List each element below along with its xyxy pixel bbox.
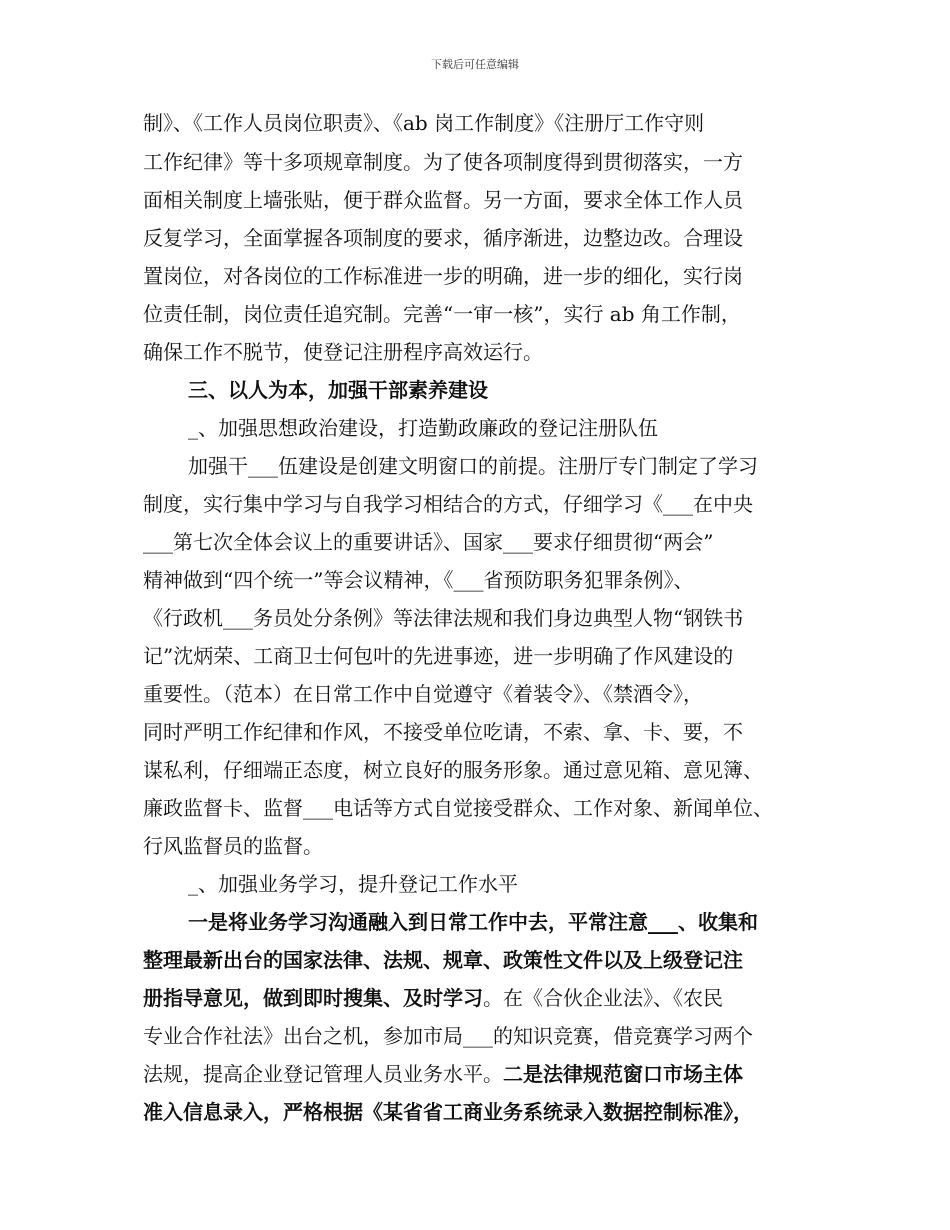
text-line: 工作纪律》等十多项规章制度。为了使各项制度得到贯彻落实，一方: [143, 150, 743, 174]
text-line: 重要性。（范本）在日常工作中自觉遵守《着装令》、《禁酒令》，: [143, 682, 703, 706]
bold-line: 整理最新出台的国家法律、法规、规章、政策性文件以及上级登记注: [143, 948, 743, 972]
text-line: 行风监督员的监督。: [143, 834, 323, 858]
bold-run: 二是法律规范窗口市场主体: [503, 1062, 743, 1086]
text-line: 《行政机___务员处分条例》等法律法规和我们身边典型人物“钢铁书: [143, 606, 744, 630]
text-line: 制》、《工作人员岗位职责》、《ab 岗工作制度》《注册厅工作守则: [143, 111, 705, 135]
text-line: 反复学习，全面掌握各项制度的要求，循序渐进，边整边改。合理设: [143, 226, 743, 250]
text-line: ___第七次全体会议上的重要讲话》、国家___要求仔细贯彻“两会”: [143, 530, 714, 554]
text-line: 确保工作不脱节，使登记注册程序高效运行。: [143, 340, 543, 364]
subsection-heading: _、加强思想政治建设，打造勤政廉政的登记注册队伍: [188, 416, 658, 440]
bold-line: 准入信息录入，严格根据《某省省工商业务系统录入数据控制标准》，: [143, 1100, 753, 1124]
text-line: 面相关制度上墙张贴，便于群众监督。另一方面，要求全体工作人员: [143, 188, 743, 212]
text-line: 精神做到“四个统一”等会议精神，《___省预防职务犯罪条例》、: [143, 568, 694, 592]
section-heading: 三、以人为本，加强干部素养建设: [188, 378, 488, 402]
text-line: 位责任制，岗位责任追究制。完善“一审一核”，实行 ab 角工作制，: [143, 302, 741, 326]
text-line: 专业合作社法》出台之机，参加市局___的知识竞赛，借竞赛学习两个: [143, 1024, 753, 1048]
text-line: 加强干___伍建设是创建文明窗口的前提。注册厅专门制定了学习: [188, 454, 758, 478]
text-line: 廉政监督卡、监督___电话等方式自觉接受群众、工作对象、新闻单位、: [143, 796, 773, 820]
mixed-line: [143, 985, 843, 1011]
bold-line: 一是将业务学习沟通融入到日常工作中去，平常注意___、收集和: [188, 910, 758, 934]
text-line: 同时严明工作纪律和作风，不接受单位吃请，不索、拿、卡、要，不: [143, 720, 743, 744]
mixed-line: [143, 1061, 843, 1087]
text-line: 置岗位，对各岗位的工作标准进一步的明确，进一步的细化，实行岗: [143, 264, 743, 288]
text-line: 谋私利，仔细端正态度，树立良好的服务形象。通过意见箱、意见簿、: [143, 758, 763, 782]
bold-run: 册指导意见，做到即时搜集、及时学习: [143, 986, 483, 1010]
text-line: 记”沈炳荣、工商卫士何包叶的先进事迹，进一步明确了作风建设的: [143, 644, 734, 668]
text-run: 法规，提高企业登记管理人员业务水平。: [143, 1062, 503, 1086]
subsection-heading: _、加强业务学习，提升登记工作水平: [188, 872, 518, 896]
text-run: 。在《合伙企业法》、《农民: [483, 986, 723, 1010]
page-header: 下载后可任意编辑: [431, 58, 519, 71]
text-line: 制度，实行集中学习与自我学习相结合的方式，仔细学习《___在中央: [143, 492, 753, 516]
